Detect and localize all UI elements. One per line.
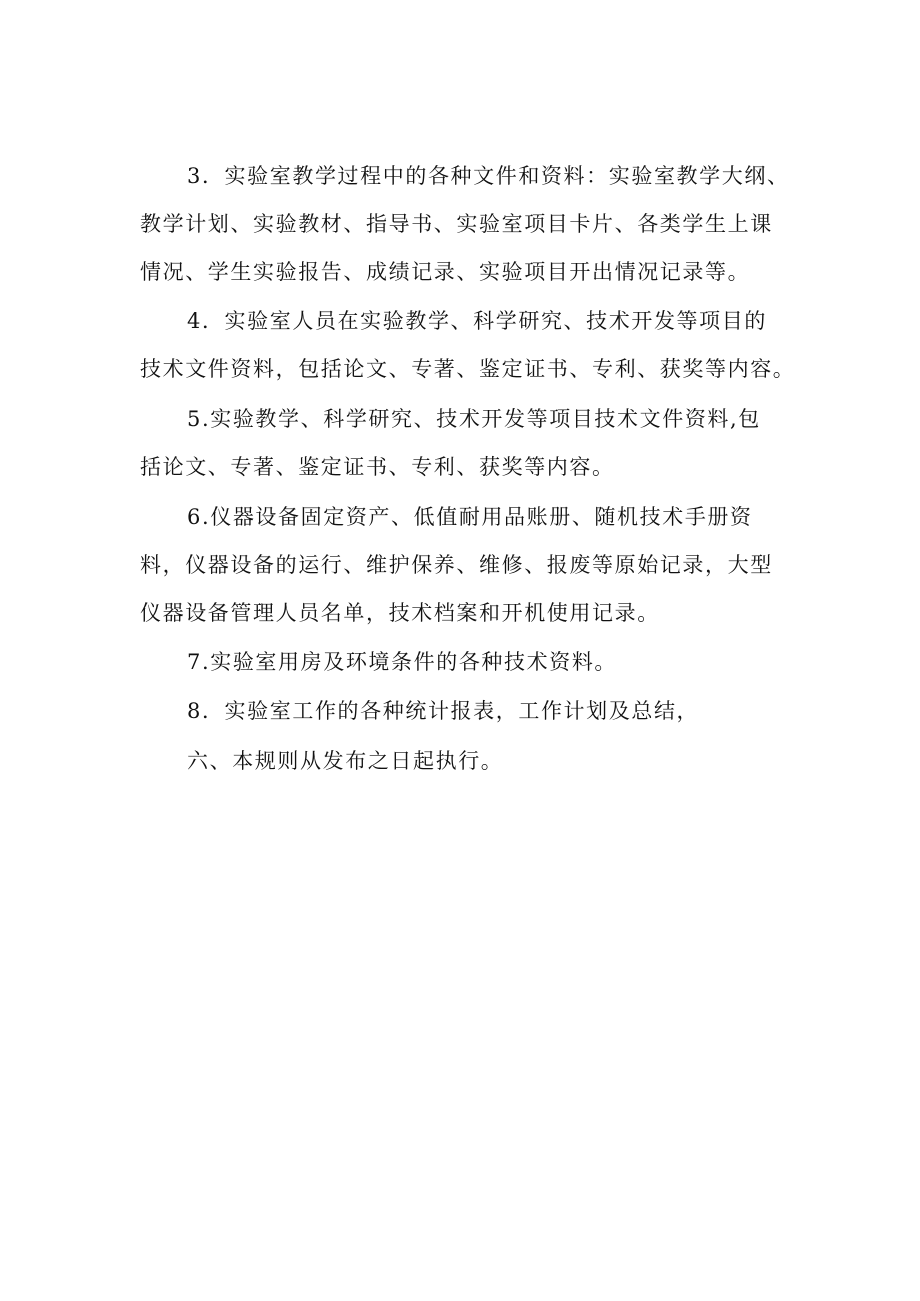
paragraph-5-line-1 [0,403,920,435]
paragraph-3-line-1 [0,160,920,192]
paragraph-4-line-1 [0,305,920,337]
paragraph-3-line-3-text: 情况、学生实验报告、成绩记录、实验项目开出情况记录等。 [140,260,751,284]
paragraph-4-line-2-text: 技术文件资料，包括论文、专著、鉴定证书、专利、获奖等内容。 [140,357,796,381]
paragraph-6-line-3-text: 仪器设备管理人员名单，技术档案和开机使用记录。 [140,601,660,625]
paragraph-3-line-2-text: 教学计划、实验教材、指导书、实验室项目卡片、各类学生上课 [140,212,773,236]
paragraph-3-line-1-text: 3．实验室教学过程中的各种文件和资料：实验室教学大纲、 [187,164,790,188]
paragraph-4-line-1-text: 4．实验室人员在实验教学、科学研究、技术开发等项目的 [187,309,767,333]
paragraph-5-line-2-text: 括论文、专著、鉴定证书、专利、获奖等内容。 [140,455,615,479]
paragraph-4-line-2 [0,353,920,385]
paragraph-3-line-3 [0,256,920,288]
paragraph-7-line-1-text: 7.实验室用房及环境条件的各种技术资料。 [187,650,618,674]
paragraph-8-line-1 [0,695,920,727]
paragraph-5-line-1-text: 5.实验教学、科学研究、技术开发等项目技术文件资料,包 [187,407,761,431]
paragraph-5-line-2 [0,451,920,483]
paragraph-6-line-1-text: 6.仪器设备固定资产、低值耐用品账册、随机技术手册资 [187,505,753,529]
paragraph-6-line-2 [0,549,920,581]
paragraph-6-line-3 [0,597,920,629]
paragraph-6-line-1 [0,501,920,533]
paragraph-3-line-2 [0,208,920,240]
section-6-line-1 [0,745,920,777]
section-6-line-1-text: 六、本规则从发布之日起执行。 [187,749,504,773]
paragraph-6-line-2-text: 料，仪器设备的运行、维护保养、维修、报废等原始记录，大型 [140,553,773,577]
paragraph-7-line-1 [0,646,920,678]
paragraph-8-line-1-text: 8．实验室工作的各种统计报表，工作计划及总结， [187,699,700,723]
